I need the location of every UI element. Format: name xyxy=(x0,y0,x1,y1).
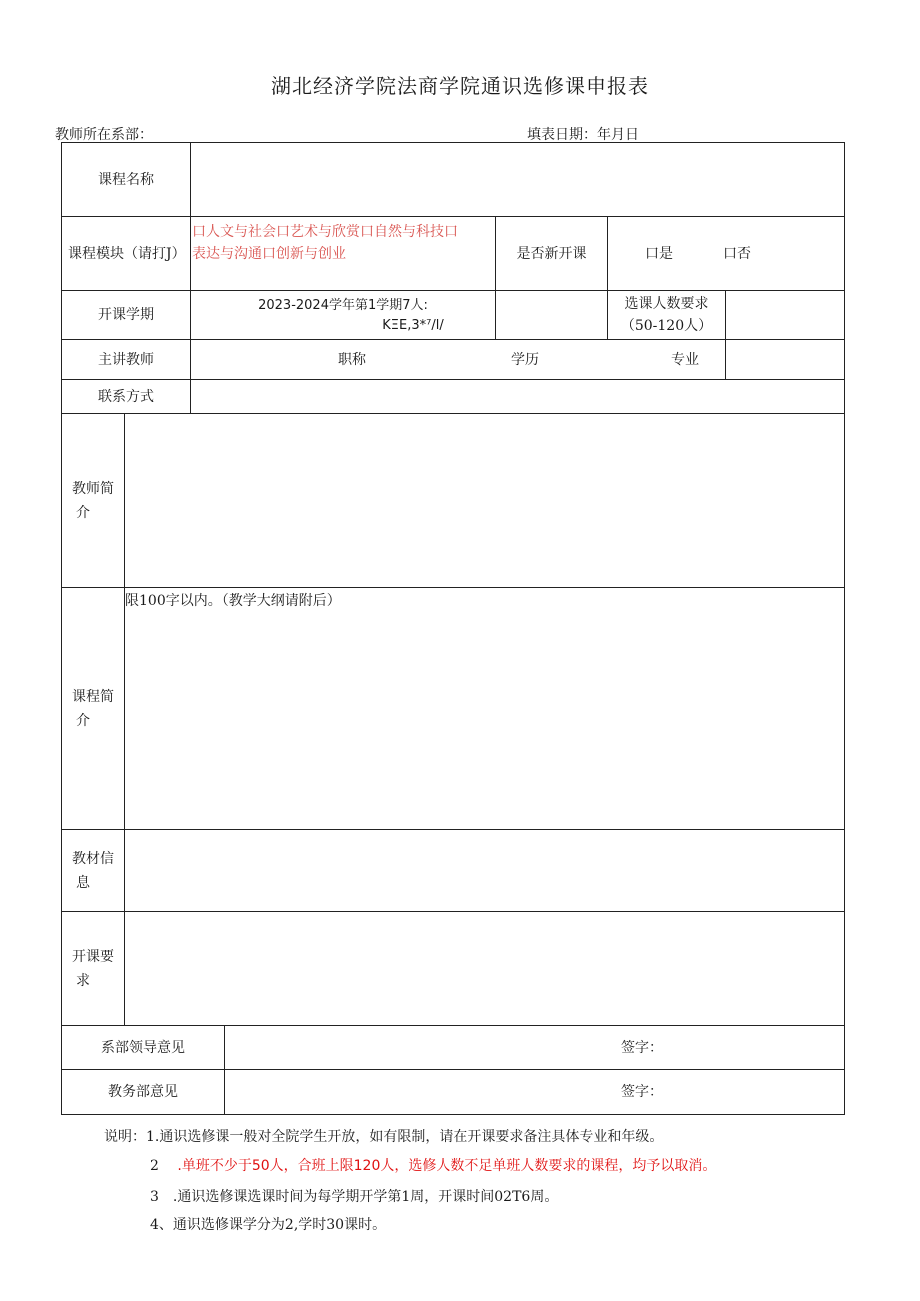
dept-label: 教师所在系部： xyxy=(55,127,153,143)
course-name-label: 课程名称 xyxy=(98,171,154,188)
new-course-yes-checkbox[interactable]: 口是 xyxy=(645,245,673,262)
contact-label: 联系方式 xyxy=(98,388,154,405)
note-2 xyxy=(150,1155,716,1175)
dept-sign-label: 签字： xyxy=(621,1039,663,1056)
academic-opinion-label: 教务部意见 xyxy=(108,1084,178,1100)
teacher-intro-label xyxy=(62,414,124,587)
note-3: 3 .通识选修课选课时间为每学期开学第1周，开课时间02T6周。 xyxy=(150,1189,559,1205)
dept-opinion-field[interactable] xyxy=(225,1026,844,1069)
module-options-line1: 口人文与社会口艺术与欣赏口自然与科技口 xyxy=(192,224,458,240)
academic-opinion-field[interactable] xyxy=(225,1070,844,1114)
note-4: 4、通识选修课学分为2,学时30课时。 xyxy=(150,1217,387,1233)
module-options-line2: 表达与沟通口创新与创业 xyxy=(192,246,346,262)
enroll-requirement-label xyxy=(608,291,725,339)
enroll-label-line2: （50-120人） xyxy=(620,318,713,334)
term-extra-field[interactable] xyxy=(496,291,607,339)
title-label: 职称 xyxy=(338,351,366,368)
page-title: 湖北经济学院法商学院通识选修课申报表 xyxy=(271,74,649,98)
major-label: 专业 xyxy=(671,351,699,368)
enroll-requirement-field[interactable] xyxy=(726,291,844,339)
course-intro-hint: 限100字以内。（教学大纲请附后） xyxy=(125,593,341,609)
new-course-label: 是否新开课 xyxy=(516,245,587,262)
enroll-label-line1: 选课人数要求 xyxy=(624,296,709,312)
dept-opinion-label: 系部领导意见 xyxy=(101,1039,185,1056)
course-name-field[interactable] xyxy=(191,143,844,216)
education-label: 学历 xyxy=(511,351,539,368)
teacher-intro-field[interactable] xyxy=(125,414,844,587)
application-form-table xyxy=(61,142,845,1115)
requirements-field[interactable] xyxy=(125,912,844,1025)
requirements-label xyxy=(62,912,124,1025)
academic-sign-label: 签字： xyxy=(621,1084,663,1100)
term-label: 开课学期 xyxy=(98,307,154,323)
module-label: 课程模块（请打J） xyxy=(68,245,186,262)
term-value-line1: 2023-2024学年第1学期7人: xyxy=(258,298,428,313)
teacher-label: 主讲教师 xyxy=(98,351,154,368)
module-options[interactable] xyxy=(192,217,494,277)
textbook-label-line2: 息 xyxy=(76,874,90,891)
new-course-no-checkbox[interactable]: 口否 xyxy=(723,245,751,262)
textbook-label-line1: 教材信 xyxy=(72,850,114,867)
fill-date-label: 填表日期：年月日 xyxy=(527,127,639,143)
note-2-number: 2 xyxy=(150,1158,159,1174)
course-intro-label xyxy=(62,588,124,829)
requirements-label-line2: 求 xyxy=(76,972,90,989)
contact-field[interactable] xyxy=(191,380,844,413)
course-intro-label-line1: 课程简 xyxy=(72,688,114,705)
course-intro-field[interactable] xyxy=(125,588,844,829)
teacher-intro-label-line1: 教师简 xyxy=(72,480,114,497)
textbook-label xyxy=(62,830,124,911)
course-intro-label-line2: 介 xyxy=(76,712,90,729)
note-2-text: .单班不少于50人，合班上限120人，选修人数不足单班人数要求的课程，均予以取消。 xyxy=(177,1158,717,1174)
term-value-line2: KΞE,3*⁷/l/ xyxy=(382,318,444,333)
note-1: 说明：1.通识选修课一般对全院学生开放，如有限制，请在开课要求备注具体专业和年级。 xyxy=(104,1129,664,1145)
textbook-field[interactable] xyxy=(125,830,844,911)
teacher-intro-label-line2: 介 xyxy=(76,504,90,521)
requirements-label-line1: 开课要 xyxy=(72,948,114,965)
term-value[interactable] xyxy=(190,293,496,339)
